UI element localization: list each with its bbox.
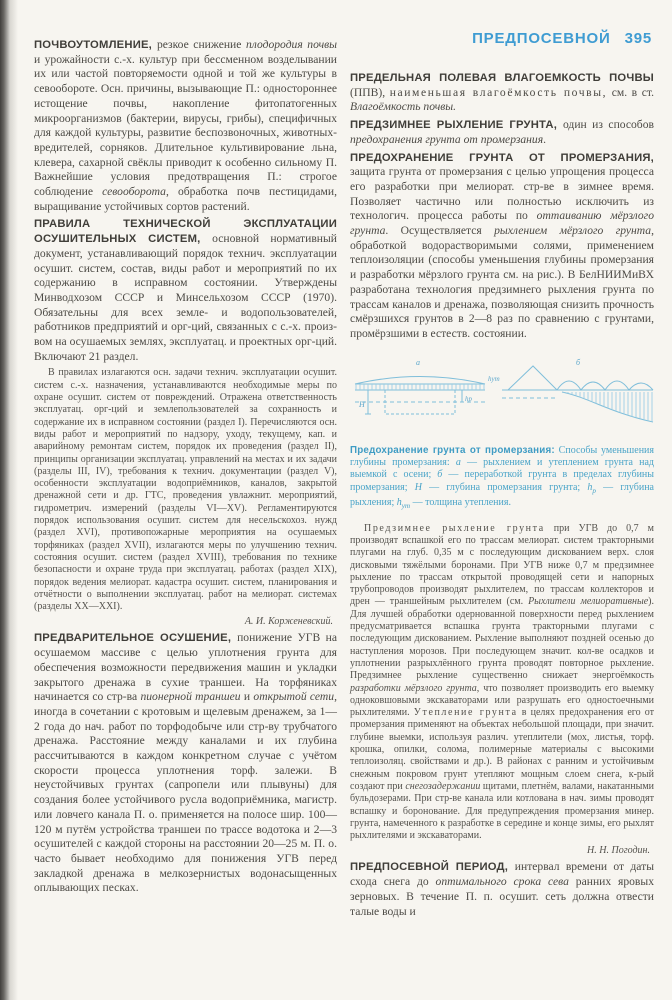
diagram-label-H: Н — [359, 399, 365, 409]
frost-protection-drawing — [350, 354, 654, 434]
figure-caption: Предохранение грунта от промерзания: Способы уменьшения глубины промерзания: а — рыхлением и утеплением грунта над выемкой с осени; б — переработкой грунта в пределах глубины промерзания; Н — глубина промерзания грунта; $h_р$ — глубина рыхления; $h_{ут}$ — толщина утепления. — [350, 444, 657, 511]
diagram-label-b: б — [576, 357, 581, 367]
diagram-label-hp: hр — [465, 394, 472, 403]
entry-predposevnoy-period: ПРЕДПОСЕВНОЙ ПЕРИОД, интервал времени от даты схода снега до оптимального срока сева ранних яровых зерновых. В течение П. п. осушит. сеть должна отвести талые воды и — [350, 860, 657, 918]
figure-frost-protection-diagram — [350, 354, 657, 513]
book-gutter-shadow — [0, 0, 18, 1000]
entry-predzimnee-ryhlenie: ПРЕДЗИМНЕЕ РЫХЛЕНИЕ ГРУНТА, один из способов предохранения грунта от промерзания. — [350, 118, 657, 146]
running-head-title: ПРЕДПОСЕВНОЙ — [472, 30, 611, 47]
left-column — [34, 38, 341, 899]
entry-predohranenie-grunta: ПРЕДОХРАНЕНИЕ ГРУНТА ОТ ПРОМЕРЗАНИЯ, защита грунта от промерзания с целью упрощения процесса его разработки при мелиорат. стр-ве в зимнее время. Позволяет частично или полностью исключить из технологич. процесса работы по оттаиванию мёрзлого грунта. Осуществляется рыхлением мёрзлого грунта, обработкой водорастворимыми солями, применением теплоизоляции (способы уменьшения глубины промерзания и разработки мёрзлого грунта см. на рис.). В БелНИИМиВХ разработана технология предзимнего рыхления грунта по трассам каналов и дренажа, позволяющая снизить прочность смёрзшихся грунтов в 2—8 раз по сравнению с грунтами, промёрзшими в естеств. состоянии. — [350, 151, 658, 340]
page-number: 395 — [624, 30, 652, 47]
author-signature: А. И. Корженевский. — [244, 616, 333, 628]
author-signature: Н. Н. Погодин. — [587, 845, 650, 857]
diagram-label-hut: hут — [488, 374, 500, 383]
entry-pravila-ekspluatatsii: ПРАВИЛА ТЕХНИЧЕСКОЙ ЭКСПЛУАТАЦИИ ОСУШИТЕЛЬНЫХ СИСТЕМ, основной нормативный документ, устанавливающий порядок технич. эксплуатации осушит. систем, состав, виды работ и мероприятий по их содержанию в исправном состоянии. Утверждены Минводхозом СССР и Минсельхозом СССР (1970). Обязательны для всех земле- и водопользователей, работников предприятий и орг-ций, связанных с с.-х. произ-вом на осушаемых землях, эксплуатац. и проектных орг-ций. Включают 21 раздел. — [34, 218, 341, 363]
entry-predelnaya-vlagoemkost: ПРЕДЕЛЬНАЯ ПОЛЕВАЯ ВЛАГОЕМКОСТЬ ПОЧВЫ (ППВ), наименьшая влагоёмкость почвы, см. в ст. Влагоёмкость почвы. — [350, 71, 657, 114]
running-head — [350, 30, 652, 47]
entry-predzimnee-details: Предзимнее рыхление грунта при УГВ до 0,7 м производят вспашкой его по трассам мелиорат. систем тракторными плугами на глуб. 0,35 м с последующим дискованием верх. слоя дисковыми тяжёлыми боронами. При УГВ ниже 0,7 м предзимнее рыхление по трассам открытой проводящей сети и напорных трубопроводов производят рыхлителем, по трассам коллекторов и дрен — траншейным рыхлителем (см. Рыхлители мелиоративные). Для лучшей обработки одернованной поверхности перед рыхлением предусматривается вспашка грунта тракторными плугами с последующим дискованием. Рыхление выполняют поздней осенью до наступления морозов. При последующем значит. кол-ве осадков и уплотнении разрыхлённого грунта проводят повторное рыхление. Предзимнее рыхление существенно снижает энергоёмкость разработки мёрзлого грунта, что позволяет производить его выемку одноковшовыми экскаваторами или разрушать его одностоечными рыхлителями. Утепление грунта в целях предохранения его от промерзания применяют на объектах небольшой площади, при значит. глубине выемки, используя различ. утеплители (мох, листья, торф. крошка, опилки, солома, полимерные материалы с высокими теплоизоляц. свойствами и др.). В районах с ранним и устойчивым снежным покровом грунт утепляют мощным слоем снега, к-рый создают при снегозадержании щитами, плетнём, валами, накатанными бульдозерами. При стр-ве канала или котлована в нач. зимы проводят вспашку и боронование. Для предупреждения промерзания минер. грунта, намеченного к разработке в середине и конце зимы, его рыхлят рыхлителями и экскаваторами. — [350, 522, 657, 842]
right-column — [350, 30, 658, 922]
entry-pochvoutomlenie: ПОЧВОУТОМЛЕНИЕ, резкое снижение плодородия почвы и урожайности с.-х. культур при бессменном возделывании их или частой повторяемости одной и той же культуры в севообороте. Осн. причины, вызывающие П.: одностороннее истощение почвы, накопление фитопатогенных микроорганизмов (бактерии, вирусы, грибы), специфичных для каждой культуры, развитие беспозвоночных, животных-вредителей, сорняков. Длительное культивирование льна, клевера, сахарной свёклы приводит к особенно сильному П. Важнейшие условия предотвращения П.: строгое соблюдение севооборота, обработка почв пестицидами, выращивание устойчивых сортов растений. — [34, 38, 340, 213]
diagram-label-a: а — [416, 357, 420, 367]
entry-pravila-details: В правилах излагаются осн. задачи технич. эксплуатации осушит. систем с.-х. назначения, устанавливаются необходимые меры по охране осушит. систем от повреждений. Отражена ответственность эксплуатац. орг-ций и землепользователей за сохранность и содержание их в исправном состоянии (раздел I). Перечисляются осн. виды работ и мероприятий по надзору, уходу, текущему, кап. и аварийному ремонтам систем, порядок их проведения (раздел II), принципы организации эксплуатац. управлений на местах и их задачи (разделы III, IV), требования к технич. документации (раздел V), особенности эксплуатации водоприёмников, каналов, закрытой дренажной сети и др. ГТС, проведения увлажнит. мероприятий, гидрометрич. измерений (разделы VI—XV). Регламентируются порядок использования осушит. систем для несельскохоз. нужд (раздел XVI), противопожарные мероприятия на осушаемых торфяниках (раздел XVII), излагаются меры по улучшению технич. состояния осушит. систем (раздел XVIII), требования по технике безопасности и охране труда при эксплуатац. работах (раздел XIX), порядок ведения мелиорат. кадастра осушит. систем, планирования и отчётности о выполнении эксплуатац. работ на мелиорат. системах (разделы XX—XXI). — [34, 367, 340, 613]
entry-predvaritelnoe-osushenie: ПРЕДВАРИТЕЛЬНОЕ ОСУШЕНИЕ, понижение УГВ на осушаемом массиве с целью уплотнения грунта для обеспечения возможности передвижения машин и укладки закрытого дренажа в сухие траншеи. На торфяниках начинается со стр-ва пионерной траншеи и открытой сети, иногда в сочетании с кротовым и щелевым дренажем, за 1—2 года до нач. работ по торфодобыче или стр-ву трубчатого дренажа. Расстояние между каналами и их глубина рассчитываются в каждом конкретном случае с учётом скорости процесса уплотнения торф. залежи. В неустойчивых грунтах (сапропели или плывуны) для создания более устойчивого русла водоприёмника, магистр. или ловчего канала П. о. применяется на полосе шир. 100—120 м путём устройства траншеи по трассе водотока и 2—3 осушителей с каждой стороны на расстоянии 20—25 м. П. о. часто бывает необходимо для понижения УГВ перед закладкой дренажа в мелкозернистых водонасыщенных оплывающих песках. — [34, 631, 340, 895]
